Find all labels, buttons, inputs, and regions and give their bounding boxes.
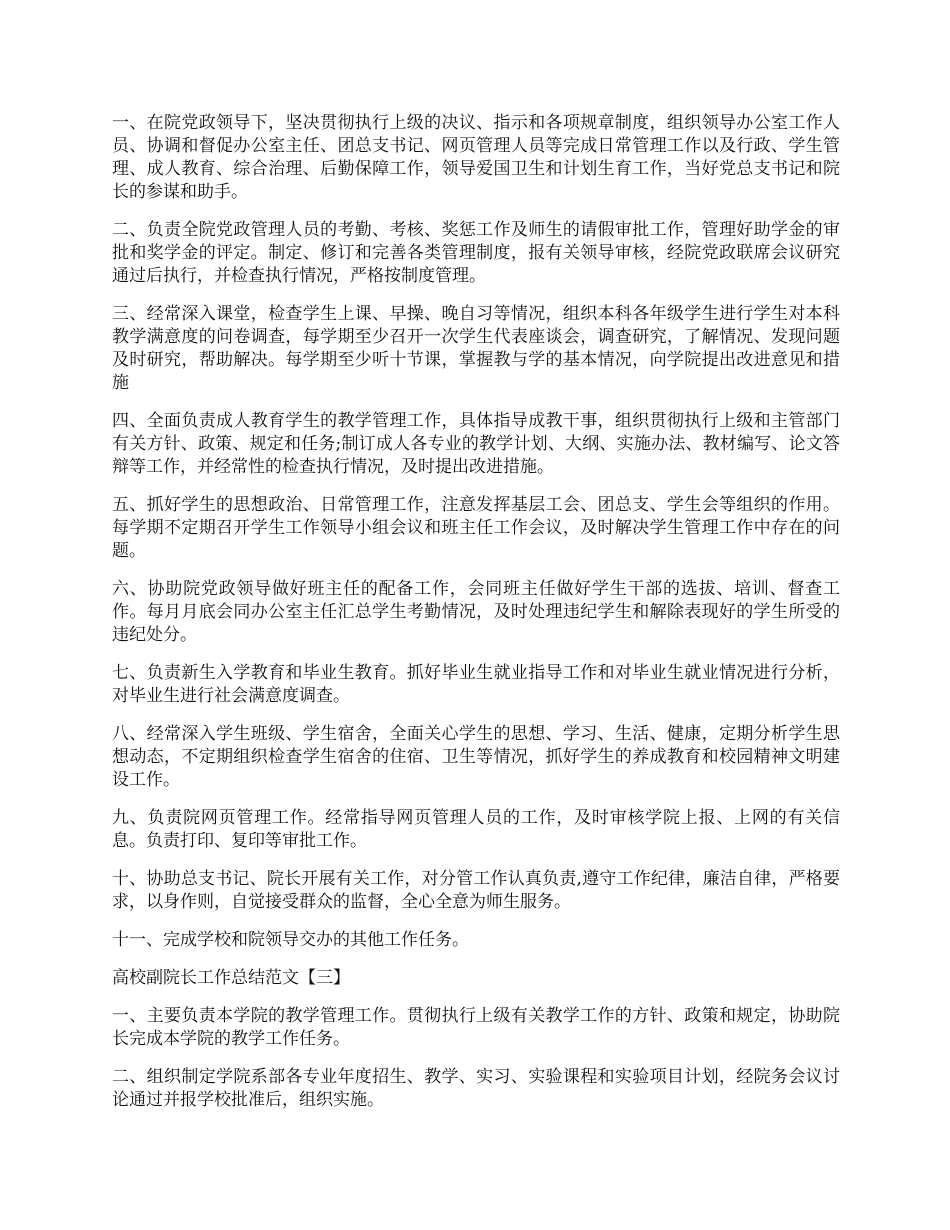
paragraph-1: 一、在院党政领导下，坚决贯彻执行上级的决议、指示和各项规章制度，组织领导办公室工作人员、协调和督促办公室主任、团总支书记、网页管理人员等完成日常管理工作以及行政、学生管理、成人教育、综合治理、后勤保障工作，领导爱国卫生和计划生育工作，当好党总支书记和院长的参谋和助手。 xyxy=(112,113,840,202)
paragraph-8: 八、经常深入学生班级、学生宿舍，全面关心学生的思想、学习、生活、健康，定期分析学生思想动态，不定期组织检查学生宿舍的住宿、卫生等情况，抓好学生的养成教育和校园精神文明建设工作。 xyxy=(112,724,840,790)
section-title: 高校副院长工作总结范文【三】 xyxy=(112,968,350,988)
paragraph-2: 二、负责全院党政管理人员的考勤、考核、奖惩工作及师生的请假审批工作，管理好助学金的审批和奖学金的评定。制定、修订和完善各类管理制度，报有关领导审核，经院党政联席会议研究通过后执行，并检查执行情况，严格按制度管理。 xyxy=(112,220,840,286)
paragraph-11: 十一、完成学校和院领导交办的其他工作任务。 xyxy=(112,930,469,950)
paragraph-10: 十、协助总支书记、院长开展有关工作，对分管工作认真负责,遵守工作纪律，廉洁自律，严格要求，以身作则，自觉接受群众的监督，全心全意为师生服务。 xyxy=(112,869,840,912)
paragraph-6: 六、协助院党政领导做好班主任的配备工作，会同班主任做好学生干部的选拔、培训、督查工作。每月月底会同办公室主任汇总学生考勤情况，及时处理违纪学生和解除表现好的学生所受的违纪处分。 xyxy=(112,579,840,645)
section-paragraph-2: 二、组织制定学院系部各专业年度招生、教学、实习、实验课程和实验项目计划，经院务会议讨论通过并报学校批准后，组织实施。 xyxy=(112,1067,840,1110)
paragraph-4: 四、全面负责成人教育学生的教学管理工作，具体指导成教干事，组织贯彻执行上级和主管部门有关方针、政策、规定和任务;制订成人各专业的教学计划、大纲、实施办法、教材编写、论文答辩等工作，并经常性的检查执行情况，及时提出改进措施。 xyxy=(112,411,840,477)
paragraph-9: 九、负责院网页管理工作。经常指导网页管理人员的工作，及时审核学院上报、上网的有关信息。负责打印、复印等审批工作。 xyxy=(112,808,840,851)
paragraph-7: 七、负责新生入学教育和毕业生教育。抓好毕业生就业指导工作和对毕业生就业情况进行分析，对毕业生进行社会满意度调查。 xyxy=(112,663,840,706)
paragraph-3: 三、经常深入课堂，检查学生上课、早操、晚自习等情况，组织本科各年级学生进行学生对本科教学满意度的问卷调查，每学期至少召开一次学生代表座谈会，调查研究，了解情况、发现问题及时研究，帮助解决。每学期至少听十节课，掌握教与学的基本情况，向学院提出改进意见和措施 xyxy=(112,304,840,393)
paragraph-5: 五、抓好学生的思想政治、日常管理工作，注意发挥基层工会、团总支、学生会等组织的作用。每学期不定期召开学生工作领导小组会议和班主任工作会议，及时解决学生管理工作中存在的问题。 xyxy=(112,495,840,561)
document-body xyxy=(112,112,840,1127)
section-paragraph-1: 一、主要负责本学院的教学管理工作。贯彻执行上级有关教学工作的方针、政策和规定，协助院长完成本学院的教学工作任务。 xyxy=(112,1006,840,1049)
